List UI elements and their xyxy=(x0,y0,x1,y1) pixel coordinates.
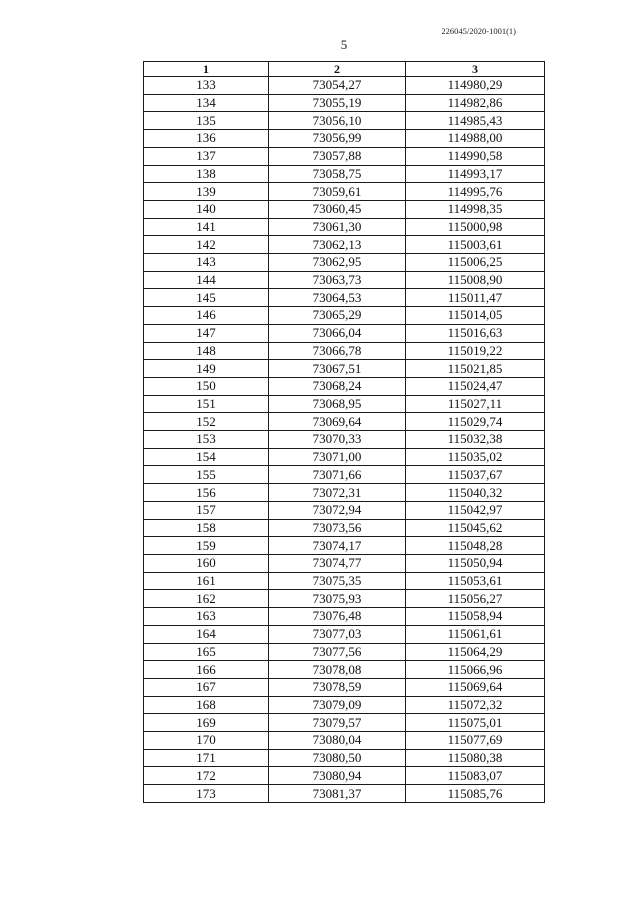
coordinate-x-cell: 73074,17 xyxy=(269,537,406,555)
table-row xyxy=(144,643,545,661)
point-number-cell: 142 xyxy=(144,236,269,254)
point-number-cell: 138 xyxy=(144,165,269,183)
coordinate-x-cell: 73080,50 xyxy=(269,749,406,767)
table-row xyxy=(144,165,545,183)
point-number-cell: 133 xyxy=(144,77,269,95)
coordinate-x-cell: 73072,94 xyxy=(269,501,406,519)
coordinate-x-cell: 73062,95 xyxy=(269,254,406,272)
table-row xyxy=(144,590,545,608)
coordinate-x-cell: 73080,94 xyxy=(269,767,406,785)
coordinate-y-cell: 115080,38 xyxy=(406,749,545,767)
point-number-cell: 144 xyxy=(144,271,269,289)
coordinate-x-cell: 73063,73 xyxy=(269,271,406,289)
point-number-cell: 139 xyxy=(144,183,269,201)
table-row xyxy=(144,431,545,449)
coordinate-y-cell: 115000,98 xyxy=(406,218,545,236)
point-number-cell: 163 xyxy=(144,608,269,626)
point-number-cell: 149 xyxy=(144,360,269,378)
point-number-cell: 140 xyxy=(144,200,269,218)
table-row xyxy=(144,572,545,590)
table-header-row xyxy=(144,62,545,77)
coordinate-y-cell: 115027,11 xyxy=(406,395,545,413)
coordinate-x-cell: 73075,93 xyxy=(269,590,406,608)
point-number-cell: 169 xyxy=(144,714,269,732)
coordinate-y-cell: 114980,29 xyxy=(406,77,545,95)
coordinate-x-cell: 73075,35 xyxy=(269,572,406,590)
point-number-cell: 152 xyxy=(144,413,269,431)
table-row xyxy=(144,360,545,378)
table-header xyxy=(144,62,545,77)
coordinate-y-cell: 114988,00 xyxy=(406,130,545,148)
coordinate-y-cell: 115077,69 xyxy=(406,732,545,750)
coordinate-y-cell: 115037,67 xyxy=(406,466,545,484)
coordinate-y-cell: 115083,07 xyxy=(406,767,545,785)
table-row xyxy=(144,324,545,342)
coordinate-y-cell: 115014,05 xyxy=(406,307,545,325)
table-row xyxy=(144,307,545,325)
table-row xyxy=(144,112,545,130)
coordinate-y-cell: 115024,47 xyxy=(406,377,545,395)
coordinate-y-cell: 115029,74 xyxy=(406,413,545,431)
table-row xyxy=(144,501,545,519)
table-row xyxy=(144,271,545,289)
coordinate-x-cell: 73064,53 xyxy=(269,289,406,307)
coordinate-x-cell: 73061,30 xyxy=(269,218,406,236)
coordinate-x-cell: 73076,48 xyxy=(269,608,406,626)
point-number-cell: 157 xyxy=(144,501,269,519)
table-row xyxy=(144,732,545,750)
coordinate-y-cell: 115058,94 xyxy=(406,608,545,626)
coordinate-y-cell: 114998,35 xyxy=(406,200,545,218)
point-number-cell: 148 xyxy=(144,342,269,360)
coordinate-y-cell: 115053,61 xyxy=(406,572,545,590)
point-number-cell: 172 xyxy=(144,767,269,785)
coordinate-y-cell: 115019,22 xyxy=(406,342,545,360)
column-header-1: 1 xyxy=(144,62,269,77)
table-row xyxy=(144,448,545,466)
coordinate-x-cell: 73062,13 xyxy=(269,236,406,254)
coordinate-x-cell: 73070,33 xyxy=(269,431,406,449)
coordinate-y-cell: 114985,43 xyxy=(406,112,545,130)
table-row xyxy=(144,377,545,395)
point-number-cell: 145 xyxy=(144,289,269,307)
point-number-cell: 151 xyxy=(144,395,269,413)
coordinate-x-cell: 73057,88 xyxy=(269,147,406,165)
coordinate-x-cell: 73066,04 xyxy=(269,324,406,342)
coordinate-x-cell: 73058,75 xyxy=(269,165,406,183)
coordinate-y-cell: 115066,96 xyxy=(406,661,545,679)
table-row xyxy=(144,484,545,502)
coordinate-y-cell: 115032,38 xyxy=(406,431,545,449)
point-number-cell: 173 xyxy=(144,785,269,803)
coordinate-y-cell: 115008,90 xyxy=(406,271,545,289)
point-number-cell: 154 xyxy=(144,448,269,466)
coordinate-x-cell: 73067,51 xyxy=(269,360,406,378)
coordinate-x-cell: 73078,08 xyxy=(269,661,406,679)
table-row xyxy=(144,200,545,218)
point-number-cell: 150 xyxy=(144,377,269,395)
coordinate-y-cell: 115003,61 xyxy=(406,236,545,254)
table-row xyxy=(144,466,545,484)
table-row xyxy=(144,608,545,626)
point-number-cell: 156 xyxy=(144,484,269,502)
point-number-cell: 167 xyxy=(144,678,269,696)
table-row xyxy=(144,519,545,537)
coordinate-y-cell: 115061,61 xyxy=(406,625,545,643)
point-number-cell: 135 xyxy=(144,112,269,130)
table-row xyxy=(144,537,545,555)
coordinate-y-cell: 115042,97 xyxy=(406,501,545,519)
table-row xyxy=(144,147,545,165)
coordinate-x-cell: 73081,37 xyxy=(269,785,406,803)
coordinate-y-cell: 114982,86 xyxy=(406,94,545,112)
point-number-cell: 141 xyxy=(144,218,269,236)
coordinate-x-cell: 73079,57 xyxy=(269,714,406,732)
point-number-cell: 164 xyxy=(144,625,269,643)
table-row xyxy=(144,289,545,307)
point-number-cell: 136 xyxy=(144,130,269,148)
table-row xyxy=(144,130,545,148)
point-number-cell: 162 xyxy=(144,590,269,608)
point-number-cell: 168 xyxy=(144,696,269,714)
table-row xyxy=(144,94,545,112)
coordinate-x-cell: 73072,31 xyxy=(269,484,406,502)
coordinate-x-cell: 73056,10 xyxy=(269,112,406,130)
coordinate-y-cell: 115021,85 xyxy=(406,360,545,378)
coordinate-x-cell: 73071,66 xyxy=(269,466,406,484)
point-number-cell: 160 xyxy=(144,554,269,572)
coordinate-y-cell: 115048,28 xyxy=(406,537,545,555)
coordinate-y-cell: 114993,17 xyxy=(406,165,545,183)
coordinate-y-cell: 115035,02 xyxy=(406,448,545,466)
table-row xyxy=(144,395,545,413)
table-row xyxy=(144,77,545,95)
point-number-cell: 165 xyxy=(144,643,269,661)
table-row xyxy=(144,554,545,572)
table-row xyxy=(144,218,545,236)
point-number-cell: 166 xyxy=(144,661,269,679)
coordinate-y-cell: 115040,32 xyxy=(406,484,545,502)
coordinate-x-cell: 73078,59 xyxy=(269,678,406,696)
table-row xyxy=(144,749,545,767)
table-row xyxy=(144,342,545,360)
table-row xyxy=(144,413,545,431)
coordinate-x-cell: 73069,64 xyxy=(269,413,406,431)
point-number-cell: 158 xyxy=(144,519,269,537)
coordinate-x-cell: 73055,19 xyxy=(269,94,406,112)
table-row xyxy=(144,714,545,732)
coordinate-x-cell: 73059,61 xyxy=(269,183,406,201)
page-number: 5 xyxy=(340,37,348,52)
coordinate-x-cell: 73074,77 xyxy=(269,554,406,572)
coordinate-x-cell: 73068,95 xyxy=(269,395,406,413)
table-row xyxy=(144,625,545,643)
coordinate-y-cell: 115064,29 xyxy=(406,643,545,661)
table-row xyxy=(144,254,545,272)
coordinate-x-cell: 73073,56 xyxy=(269,519,406,537)
coordinate-x-cell: 73066,78 xyxy=(269,342,406,360)
coordinate-x-cell: 73068,24 xyxy=(269,377,406,395)
point-number-cell: 134 xyxy=(144,94,269,112)
coordinate-x-cell: 73054,27 xyxy=(269,77,406,95)
coordinate-x-cell: 73060,45 xyxy=(269,200,406,218)
table-row xyxy=(144,696,545,714)
point-number-cell: 143 xyxy=(144,254,269,272)
coordinate-x-cell: 73080,04 xyxy=(269,732,406,750)
document-reference-number: 226045/2020-1001(1) xyxy=(441,26,516,36)
table-row xyxy=(144,183,545,201)
coordinate-x-cell: 73056,99 xyxy=(269,130,406,148)
coordinate-x-cell: 73077,56 xyxy=(269,643,406,661)
table-row xyxy=(144,767,545,785)
point-number-cell: 153 xyxy=(144,431,269,449)
table-body xyxy=(144,77,545,803)
table-row xyxy=(144,785,545,803)
coordinate-y-cell: 115006,25 xyxy=(406,254,545,272)
point-number-cell: 155 xyxy=(144,466,269,484)
coordinate-y-cell: 115016,63 xyxy=(406,324,545,342)
coordinate-y-cell: 115050,94 xyxy=(406,554,545,572)
point-number-cell: 159 xyxy=(144,537,269,555)
coordinate-y-cell: 114995,76 xyxy=(406,183,545,201)
point-number-cell: 137 xyxy=(144,147,269,165)
coordinate-y-cell: 115085,76 xyxy=(406,785,545,803)
column-header-3: 3 xyxy=(406,62,545,77)
table-row xyxy=(144,236,545,254)
coordinate-y-cell: 115075,01 xyxy=(406,714,545,732)
coordinate-y-cell: 114990,58 xyxy=(406,147,545,165)
coordinates-table xyxy=(143,61,545,803)
coordinate-y-cell: 115045,62 xyxy=(406,519,545,537)
table-row xyxy=(144,678,545,696)
coordinate-y-cell: 115056,27 xyxy=(406,590,545,608)
point-number-cell: 147 xyxy=(144,324,269,342)
table-row xyxy=(144,661,545,679)
column-header-2: 2 xyxy=(269,62,406,77)
coordinate-x-cell: 73079,09 xyxy=(269,696,406,714)
coordinate-x-cell: 73077,03 xyxy=(269,625,406,643)
point-number-cell: 170 xyxy=(144,732,269,750)
coordinate-x-cell: 73071,00 xyxy=(269,448,406,466)
coordinate-y-cell: 115011,47 xyxy=(406,289,545,307)
point-number-cell: 161 xyxy=(144,572,269,590)
coordinate-y-cell: 115072,32 xyxy=(406,696,545,714)
point-number-cell: 146 xyxy=(144,307,269,325)
point-number-cell: 171 xyxy=(144,749,269,767)
coordinate-y-cell: 115069,64 xyxy=(406,678,545,696)
coordinate-x-cell: 73065,29 xyxy=(269,307,406,325)
